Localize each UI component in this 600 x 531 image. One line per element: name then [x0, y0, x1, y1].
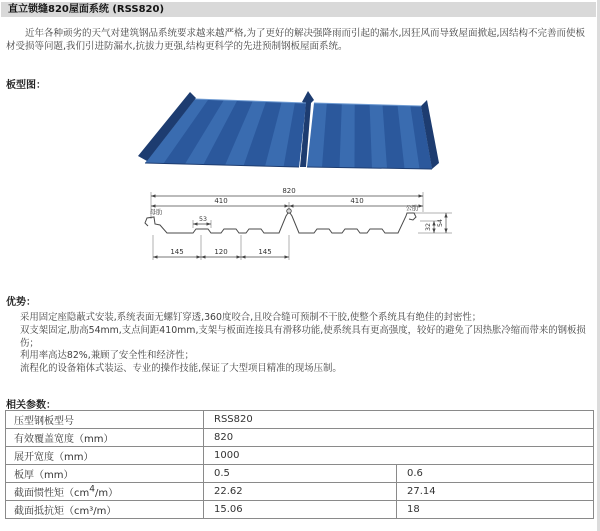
param-value: 27.14 [397, 483, 594, 501]
dim-right-half: 410 [350, 197, 364, 205]
param-label: 截面惯性矩$(cm^4/m)$ [6, 483, 204, 501]
page-title: 直立锁缝820屋面系统 (RSS820) [1, 2, 596, 17]
advantage-line: 利用率高达82%,兼顾了安全性和经济性； [20, 350, 194, 362]
dim-left-half: 410 [214, 197, 228, 205]
dim-rib-width: 53 [198, 216, 208, 223]
param-value: RSS820 [204, 411, 594, 429]
panel-cross-section-outline [145, 213, 416, 233]
advantages-list [20, 312, 598, 376]
parameters-table [5, 410, 594, 519]
param-label: 压型钢板型号 [6, 411, 204, 429]
dim-height-inner: 32 [425, 222, 432, 232]
dim-seg2: 120 [214, 248, 228, 256]
table-row [6, 465, 594, 483]
cross-section-drawing [145, 192, 452, 260]
params-section-label: 相关参数： [6, 400, 56, 411]
advantage-line: 采用固定座隐蔽式安装,系统表面无螺钉穿透,360度咬合,且咬合缝可预制不干胶,使整个系统具有绝佳的封密性； [20, 312, 482, 323]
panel-profile-diagram [118, 88, 498, 273]
advantage-line: 双支架固定,肋高54mm,支点间距410mm,支架与板面连接具有滑移功能,使系统具有更高强度，较好的避免了因热胀冷缩而带来的钢板损伤； [20, 324, 586, 349]
param-label: 有效覆盖宽度（mm） [6, 429, 204, 447]
param-value: 1000 [204, 447, 594, 465]
table-row [6, 429, 594, 447]
intro-paragraph: 近年各种顽劣的天气对建筑钢品系统要求越来越严格,为了更好的解决强降雨而引起的漏水,因狂风而导致屋面掀起,因结构不完善而使板材受损等问题,我们引进防漏水,抗拔力更强,结构更科学的先进预制钢板屋面系统。 [6, 28, 586, 52]
male-rib-label: 公肋 [405, 205, 419, 212]
param-label: 板厚（mm） [6, 465, 204, 483]
advantages-section-label: 优势： [6, 297, 36, 308]
param-value: 18 [397, 501, 594, 519]
dim-height-total: 54 [437, 218, 444, 228]
dim-overall-width: 820 [282, 187, 296, 195]
panel-diagram-svg [118, 88, 498, 273]
param-value: 0.5 [204, 465, 397, 483]
param-value: 15.06 [204, 501, 397, 519]
advantage-line: 流程化的设备箱体式装运、专业的操作技能,保证了大型项目精准的现场压制。 [20, 363, 342, 375]
table-row [6, 411, 594, 429]
dim-seg1: 145 [170, 248, 184, 256]
dim-seg3: 145 [258, 248, 272, 256]
param-value: 22.62 [204, 483, 397, 501]
param-label: 截面抵抗矩（cm³/m） [6, 501, 204, 519]
dimension-labels [150, 187, 444, 256]
table-row [6, 483, 594, 501]
param-value: 0.6 [397, 465, 594, 483]
roof-panel-3d [138, 91, 439, 169]
female-rib-label: 母肋 [149, 209, 163, 216]
profile-section-label: 板型图： [6, 80, 46, 91]
table-row [6, 501, 594, 519]
table-row [6, 447, 594, 465]
param-value: 820 [204, 429, 594, 447]
param-label: 展开宽度（mm） [6, 447, 204, 465]
